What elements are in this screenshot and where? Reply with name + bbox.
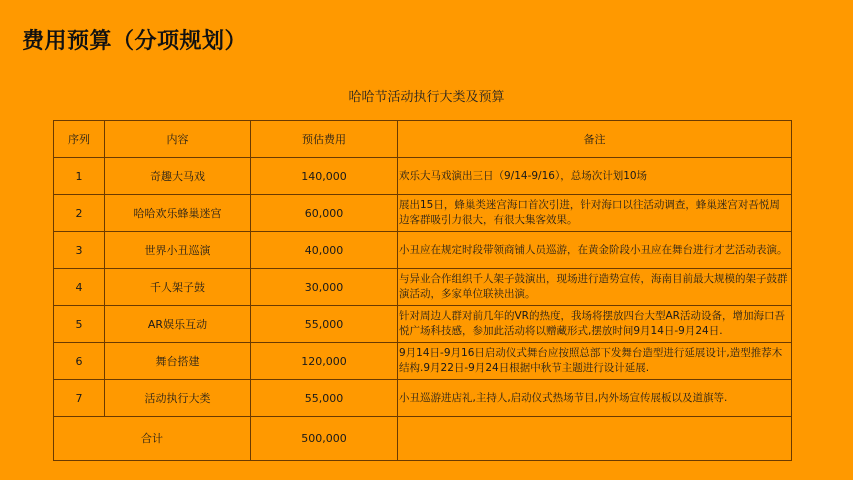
row-no: 1 (54, 158, 105, 195)
total-note (398, 417, 792, 461)
row-cost: 40,000 (251, 232, 398, 269)
table-row (54, 158, 792, 195)
total-cost: 500,000 (251, 417, 398, 461)
total-label: 合计 (54, 417, 251, 461)
table-caption: 哈哈节活动执行大类及预算 (348, 90, 505, 105)
row-cost: 60,000 (251, 195, 398, 232)
table-header-row (54, 121, 792, 158)
header-cost: 预估费用 (251, 121, 398, 158)
row-note: 欢乐大马戏演出三日（9/14-9/16），总场次计划10场 (398, 158, 792, 195)
row-cost: 55,000 (251, 380, 398, 417)
row-no: 7 (54, 380, 105, 417)
table-row (54, 232, 792, 269)
row-note: 小丑巡游进店礼,主持人,启动仪式热场节目,内外场宣传展板以及道旗等. (398, 380, 792, 417)
row-no: 5 (54, 306, 105, 343)
row-note: 展出15日，蜂巢类迷宫海口首次引进，针对海口以往活动调查，蜂巢迷宫对吾悦周边客群吸引力很大，有很大集客效果。 (398, 195, 792, 232)
table-row (54, 306, 792, 343)
table-row (54, 195, 792, 232)
header-content: 内容 (105, 121, 251, 158)
table-row (54, 269, 792, 306)
header-no: 序列 (54, 121, 105, 158)
row-cost: 120,000 (251, 343, 398, 380)
row-content: 活动执行大类 (105, 380, 251, 417)
row-note: 小丑应在规定时段带领商铺人员巡游，在黄金阶段小丑应在舞台进行才艺活动表演。 (398, 232, 792, 269)
row-no: 4 (54, 269, 105, 306)
row-content: 千人架子鼓 (105, 269, 251, 306)
row-content: 世界小丑巡演 (105, 232, 251, 269)
row-cost: 55,000 (251, 306, 398, 343)
row-content: 舞台搭建 (105, 343, 251, 380)
table-row (54, 380, 792, 417)
row-cost: 30,000 (251, 269, 398, 306)
row-content: 奇趣大马戏 (105, 158, 251, 195)
table-row (54, 343, 792, 380)
row-content: AR娱乐互动 (105, 306, 251, 343)
row-no: 2 (54, 195, 105, 232)
header-note: 备注 (398, 121, 792, 158)
total-row (54, 417, 792, 461)
row-no: 3 (54, 232, 105, 269)
row-cost: 140,000 (251, 158, 398, 195)
row-note: 针对周边人群对前几年的VR的热度，我场将摆放四台大型AR活动设备，增加海口吾悦广场科技感，参加此活动将以赠藏形式,摆放时间9月14日-9月24日. (398, 306, 792, 343)
page-title: 费用预算（分项规划） (22, 29, 248, 54)
row-content: 哈哈欢乐蜂巢迷宫 (105, 195, 251, 232)
row-note: 与异业合作组织千人架子鼓演出，现场进行造势宣传，海南目前最大规模的架子鼓群演活动，多家单位联袂出演。 (398, 269, 792, 306)
budget-table (53, 120, 792, 461)
row-no: 6 (54, 343, 105, 380)
row-note: 9月14日-9月16日启动仪式舞台应按照总部下发舞台造型进行延展设计,造型推荐木结构.9月22日-9月24日根据中秋节主题进行设计延展. (398, 343, 792, 380)
